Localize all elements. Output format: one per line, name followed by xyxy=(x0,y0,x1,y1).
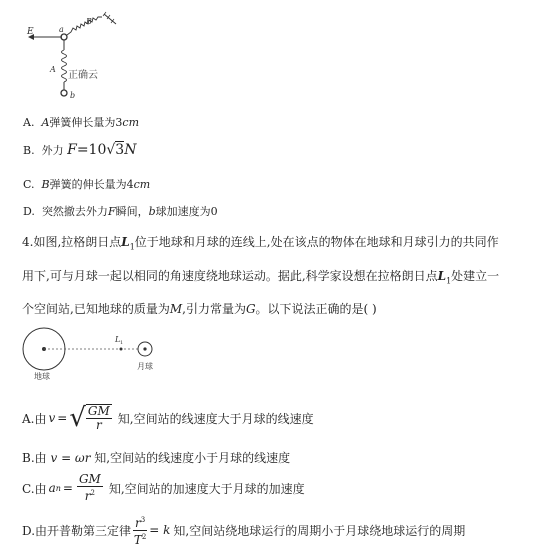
sqrt-sign: √ xyxy=(106,142,116,158)
choice-a: A.由 v = √ $\frac{GM}{r}$ 知,空间站的线速度大于月球的线速度 xyxy=(22,403,314,433)
lagrange-point xyxy=(120,348,123,351)
earth-label: 地球 xyxy=(34,372,50,381)
option-b: B. 外力 F=10√3N xyxy=(23,142,137,158)
choice-b: B.由 v = ωr 知,空间站的线速度小于月球的线速度 xyxy=(22,451,291,465)
label-b-spring: B xyxy=(86,17,92,26)
earth-moon-figure xyxy=(20,325,165,385)
question-4-line1: 4.如图,拉格朗日点$L_1$位于地球和月球的连线上,处在该点的物体在地球和月球引力的共同作 xyxy=(22,235,499,252)
moon-label: 月球 xyxy=(137,362,153,371)
label-e: E xyxy=(27,27,34,37)
svg-text:1: 1 xyxy=(120,340,124,346)
option-a: A. A弹簧伸长量为3cm xyxy=(23,116,139,129)
label-b-ball: b xyxy=(70,91,76,100)
label-a-joint: a xyxy=(59,25,64,34)
spring-system-figure xyxy=(20,10,130,105)
sqrt-sign: √ xyxy=(69,403,86,433)
option-c: C. B弹簧的伸长量为4cm xyxy=(23,178,151,191)
option-d: D. 突然撤去外力F瞬间，b球加速度为0 xyxy=(23,205,218,218)
watermark: 正确云 xyxy=(68,70,98,81)
question-4-line2: 用下,可与月球一起以相同的角速度绕地球运动。据此,科学家设想在拉格朗日点$L_1$处建立一 xyxy=(22,269,500,286)
choice-d: D.由开普勒第三定律 $\frac{r^3}{T^2}$ = k 知,空间站绕地球运行的周期小于月球绕地球运行的周期 xyxy=(22,515,466,547)
label-a-spring: A xyxy=(50,65,56,74)
question-4-line3: 个空间站,已知地球的质量为M,引力常量为G。以下说法正确的是( ) xyxy=(22,302,377,316)
choice-c: C.由 a n = $\frac{GM}{r^2}$ 知,空间站的加速度大于月球的加速度 xyxy=(22,472,305,503)
svg-text:L: L xyxy=(115,335,121,344)
